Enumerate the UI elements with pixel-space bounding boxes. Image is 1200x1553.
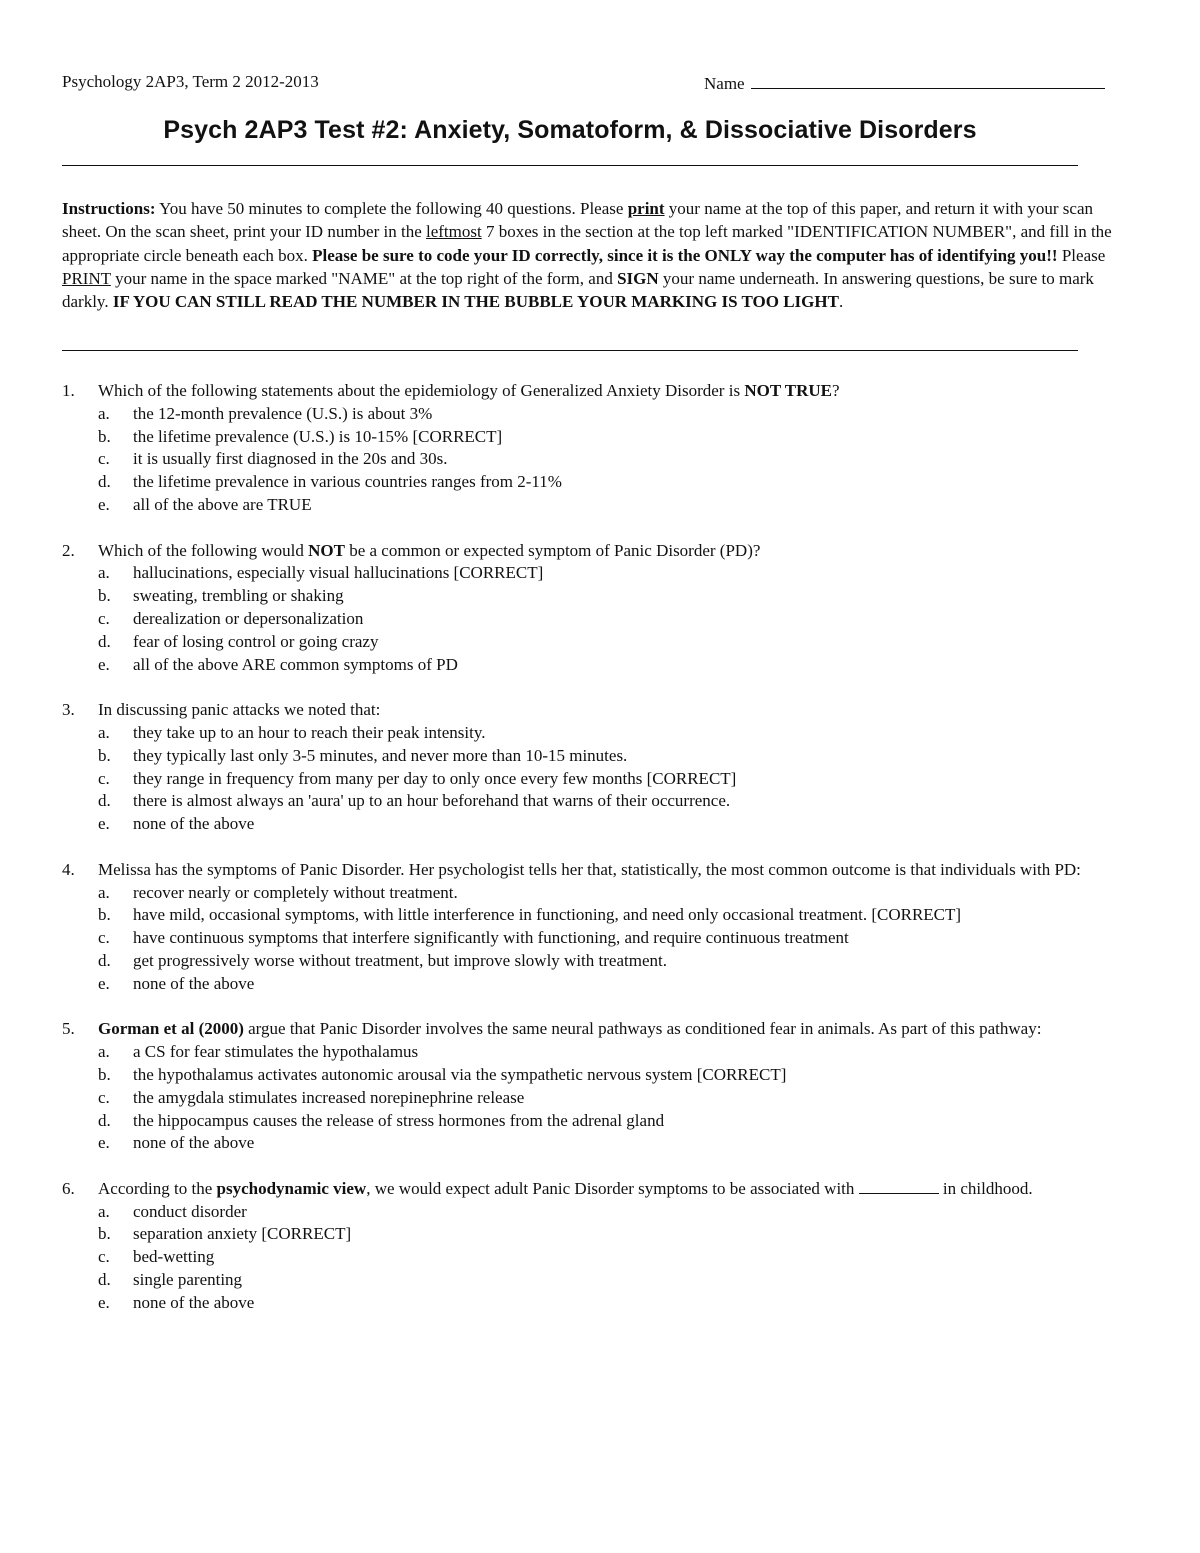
- option-text: there is almost always an 'aura' up to an hour beforehand that warns of their occurrence.: [133, 791, 731, 811]
- option-letter: d.: [98, 791, 111, 811]
- option-text: sweating, trembling or shaking: [133, 586, 344, 606]
- question-2: [62, 540, 1122, 677]
- question-1: [62, 380, 1122, 517]
- question-stem: [62, 380, 1122, 403]
- option-text: separation anxiety [CORRECT]: [133, 1224, 352, 1244]
- option-text: it is usually first diagnosed in the 20s and 30s.: [133, 449, 448, 469]
- name-label: Name: [704, 74, 745, 93]
- option-text: bed-wetting: [133, 1247, 215, 1267]
- answer-option: [62, 585, 1122, 608]
- question-stem: [62, 1018, 1122, 1041]
- question-text: According to the: [98, 1178, 217, 1198]
- option-text: have mild, occasional symptoms, with little interference in functioning, and need only occasional treatment. [CORRECT]: [133, 905, 962, 925]
- option-letter: b.: [98, 745, 111, 765]
- question-emphasis: psychodynamic view: [216, 1178, 367, 1198]
- answer-option: [62, 1064, 1122, 1087]
- instructions-paragraph: [62, 197, 1124, 313]
- instructions-text: 7 boxes in the section at the top left marked "IDENTIFICATION NUMBER", and fill in the appropriate circle beneath each box.: [62, 222, 1112, 265]
- question-emphasis: NOT TRUE: [744, 381, 833, 400]
- question-5: [62, 1018, 1122, 1155]
- question-text: , we would expect adult Panic Disorder symptoms to be associated with: [366, 1178, 859, 1198]
- question-text: argue that Panic Disorder involves the same neural pathways as conditioned fear in animals. As part of this pathway:: [243, 1019, 1042, 1039]
- instructions-emphasis: PRINT: [62, 268, 111, 288]
- option-text: get progressively worse without treatment, but improve slowly with treatment.: [133, 950, 667, 970]
- option-letter: d.: [98, 472, 111, 492]
- option-text: all of the above ARE common symptoms of PD: [133, 654, 458, 674]
- page-header: [62, 72, 1110, 96]
- option-text: they take up to an hour to reach their peak intensity.: [133, 722, 486, 742]
- answer-option: [62, 1110, 1122, 1133]
- option-text: the hypothalamus activates autonomic arousal via the sympathetic nervous system [CORRECT]: [133, 1064, 787, 1084]
- instructions-text: .: [838, 292, 844, 312]
- instructions-text: your name underneath. In answering questions, be sure to mark darkly.: [62, 268, 1094, 312]
- option-letter: c.: [98, 768, 110, 788]
- answer-option: [62, 1292, 1122, 1315]
- option-letter: a.: [98, 1042, 110, 1062]
- divider-top: [62, 165, 1078, 166]
- option-text: none of the above: [133, 814, 255, 834]
- answer-option: [62, 790, 1122, 813]
- answer-option: [62, 608, 1122, 631]
- divider-bottom: [62, 350, 1078, 351]
- option-text: a CS for fear stimulates the hypothalamus: [133, 1042, 419, 1062]
- answer-option: [62, 448, 1122, 471]
- answer-option: [62, 1201, 1122, 1224]
- instructions-emphasis: SIGN: [617, 268, 659, 288]
- option-letter: e.: [98, 814, 110, 834]
- option-letter: b.: [98, 1064, 111, 1084]
- option-letter: c.: [98, 1087, 110, 1107]
- option-letter: d.: [98, 1270, 111, 1290]
- question-number: 1.: [62, 381, 75, 400]
- instructions-emphasis: leftmost: [426, 222, 482, 242]
- question-list: [62, 380, 1122, 1337]
- fill-in-blank: [859, 1178, 939, 1194]
- question-number: 5.: [62, 1019, 75, 1039]
- option-letter: e.: [98, 1133, 110, 1153]
- option-letter: c.: [98, 449, 110, 469]
- option-text: conduct disorder: [133, 1201, 247, 1221]
- answer-option: [62, 1269, 1122, 1292]
- question-number: 4.: [62, 859, 75, 879]
- question-3: [62, 699, 1122, 836]
- instructions-text: Please: [1057, 245, 1106, 265]
- option-text: the hippocampus causes the release of stress hormones from the adrenal gland: [133, 1110, 665, 1130]
- option-letter: b.: [98, 1224, 111, 1244]
- option-text: none of the above: [133, 1292, 255, 1312]
- question-4: [62, 859, 1122, 996]
- answer-option: [62, 403, 1122, 426]
- option-letter: c.: [98, 1247, 110, 1267]
- question-stem: [62, 859, 1122, 882]
- instructions-label: Instructions:: [62, 199, 156, 218]
- option-letter: b.: [98, 586, 111, 606]
- question-emphasis: Gorman et al (2000): [98, 1019, 244, 1039]
- answer-option: [62, 654, 1122, 677]
- name-blank-line: [751, 72, 1105, 89]
- instructions-text: your name at the top of this paper, and return it with your scan sheet. On the scan sheet, print your ID number in the: [62, 199, 1093, 242]
- option-text: derealization or depersonalization: [133, 608, 364, 628]
- option-text: the lifetime prevalence (U.S.) is 10-15% [CORRECT]: [133, 426, 503, 446]
- question-number: 2.: [62, 540, 75, 560]
- option-letter: b.: [98, 426, 111, 446]
- option-text: hallucinations, especially visual hallucinations [CORRECT]: [133, 563, 544, 583]
- question-6: [62, 1178, 1122, 1315]
- option-letter: e.: [98, 973, 110, 993]
- option-text: the 12-month prevalence (U.S.) is about 3%: [133, 403, 433, 423]
- answer-option: [62, 1132, 1122, 1155]
- answer-option: [62, 1087, 1122, 1110]
- question-text: In discussing panic attacks we noted that:: [98, 700, 381, 720]
- question-stem: [62, 540, 1122, 563]
- course-term: Psychology 2AP3, Term 2 2012-2013: [62, 72, 319, 91]
- option-letter: d.: [98, 950, 111, 970]
- answer-option: [62, 927, 1122, 950]
- answer-option: [62, 1041, 1122, 1064]
- option-letter: a.: [98, 403, 110, 423]
- option-letter: a.: [98, 882, 110, 902]
- instructions-warning: Please be sure to code your ID correctly, since it is the ONLY way the computer has of identifying you!!: [312, 245, 1058, 265]
- answer-option: [62, 768, 1122, 791]
- question-number: 6.: [62, 1178, 75, 1198]
- option-letter: e.: [98, 494, 110, 514]
- option-text: all of the above are TRUE: [133, 494, 312, 514]
- question-text: be a common or expected symptom of Panic Disorder (PD)?: [344, 540, 761, 560]
- answer-option: [62, 950, 1122, 973]
- option-letter: a.: [98, 722, 110, 742]
- option-letter: c.: [98, 928, 110, 948]
- option-text: the lifetime prevalence in various countries ranges from 2-11%: [133, 472, 562, 492]
- option-letter: a.: [98, 563, 110, 583]
- answer-option: [62, 813, 1122, 836]
- instructions-text: your name in the space marked "NAME" at the top right of the form, and: [110, 268, 618, 288]
- question-emphasis: NOT: [308, 540, 345, 560]
- answer-option: [62, 471, 1122, 494]
- answer-option: [62, 904, 1122, 927]
- option-text: fear of losing control or going crazy: [133, 631, 379, 651]
- option-text: none of the above: [133, 1133, 255, 1153]
- answer-option: [62, 631, 1122, 654]
- answer-option: [62, 973, 1122, 996]
- option-text: have continuous symptoms that interfere significantly with functioning, and require continuous treatment: [133, 928, 849, 948]
- question-text: in childhood.: [938, 1178, 1033, 1198]
- question-text: ?: [832, 381, 840, 400]
- option-letter: d.: [98, 631, 111, 651]
- option-letter: e.: [98, 654, 110, 674]
- answer-option: [62, 1223, 1122, 1246]
- option-text: the amygdala stimulates increased norepinephrine release: [133, 1087, 525, 1107]
- answer-option: [62, 426, 1122, 449]
- question-text: Melissa has the symptoms of Panic Disorder. Her psychologist tells her that, statistically, the most common outcome is that individuals with PD:: [98, 859, 1081, 879]
- option-text: they typically last only 3-5 minutes, and never more than 10-15 minutes.: [133, 745, 628, 765]
- answer-option: [62, 722, 1122, 745]
- option-text: single parenting: [133, 1270, 243, 1290]
- instructions-emphasis: print: [627, 199, 665, 218]
- option-letter: c.: [98, 608, 110, 628]
- answer-option: [62, 494, 1122, 517]
- option-letter: d.: [98, 1110, 111, 1130]
- question-text: Which of the following would: [98, 540, 309, 560]
- question-number: 3.: [62, 700, 75, 720]
- option-text: recover nearly or completely without treatment.: [133, 882, 458, 902]
- answer-option: [62, 1246, 1122, 1269]
- option-text: none of the above: [133, 973, 255, 993]
- name-field: [704, 72, 1105, 94]
- option-letter: a.: [98, 1201, 110, 1221]
- question-stem: [62, 699, 1122, 722]
- page-title: Psych 2AP3 Test #2: Anxiety, Somatoform, & Dissociative Disorders: [163, 116, 977, 144]
- option-letter: e.: [98, 1292, 110, 1312]
- instructions-warning: IF YOU CAN STILL READ THE NUMBER IN THE BUBBLE YOUR MARKING IS TOO LIGHT: [112, 292, 839, 312]
- question-text: Which of the following statements about the epidemiology of Generalized Anxiety Disorder is: [98, 381, 745, 400]
- instructions-text: You have 50 minutes to complete the following 40 questions. Please: [155, 199, 628, 218]
- option-letter: b.: [98, 905, 111, 925]
- option-text: they range in frequency from many per day to only once every few months [CORRECT]: [133, 768, 737, 788]
- answer-option: [62, 562, 1122, 585]
- answer-option: [62, 882, 1122, 905]
- question-stem: [62, 1178, 1122, 1201]
- answer-option: [62, 745, 1122, 768]
